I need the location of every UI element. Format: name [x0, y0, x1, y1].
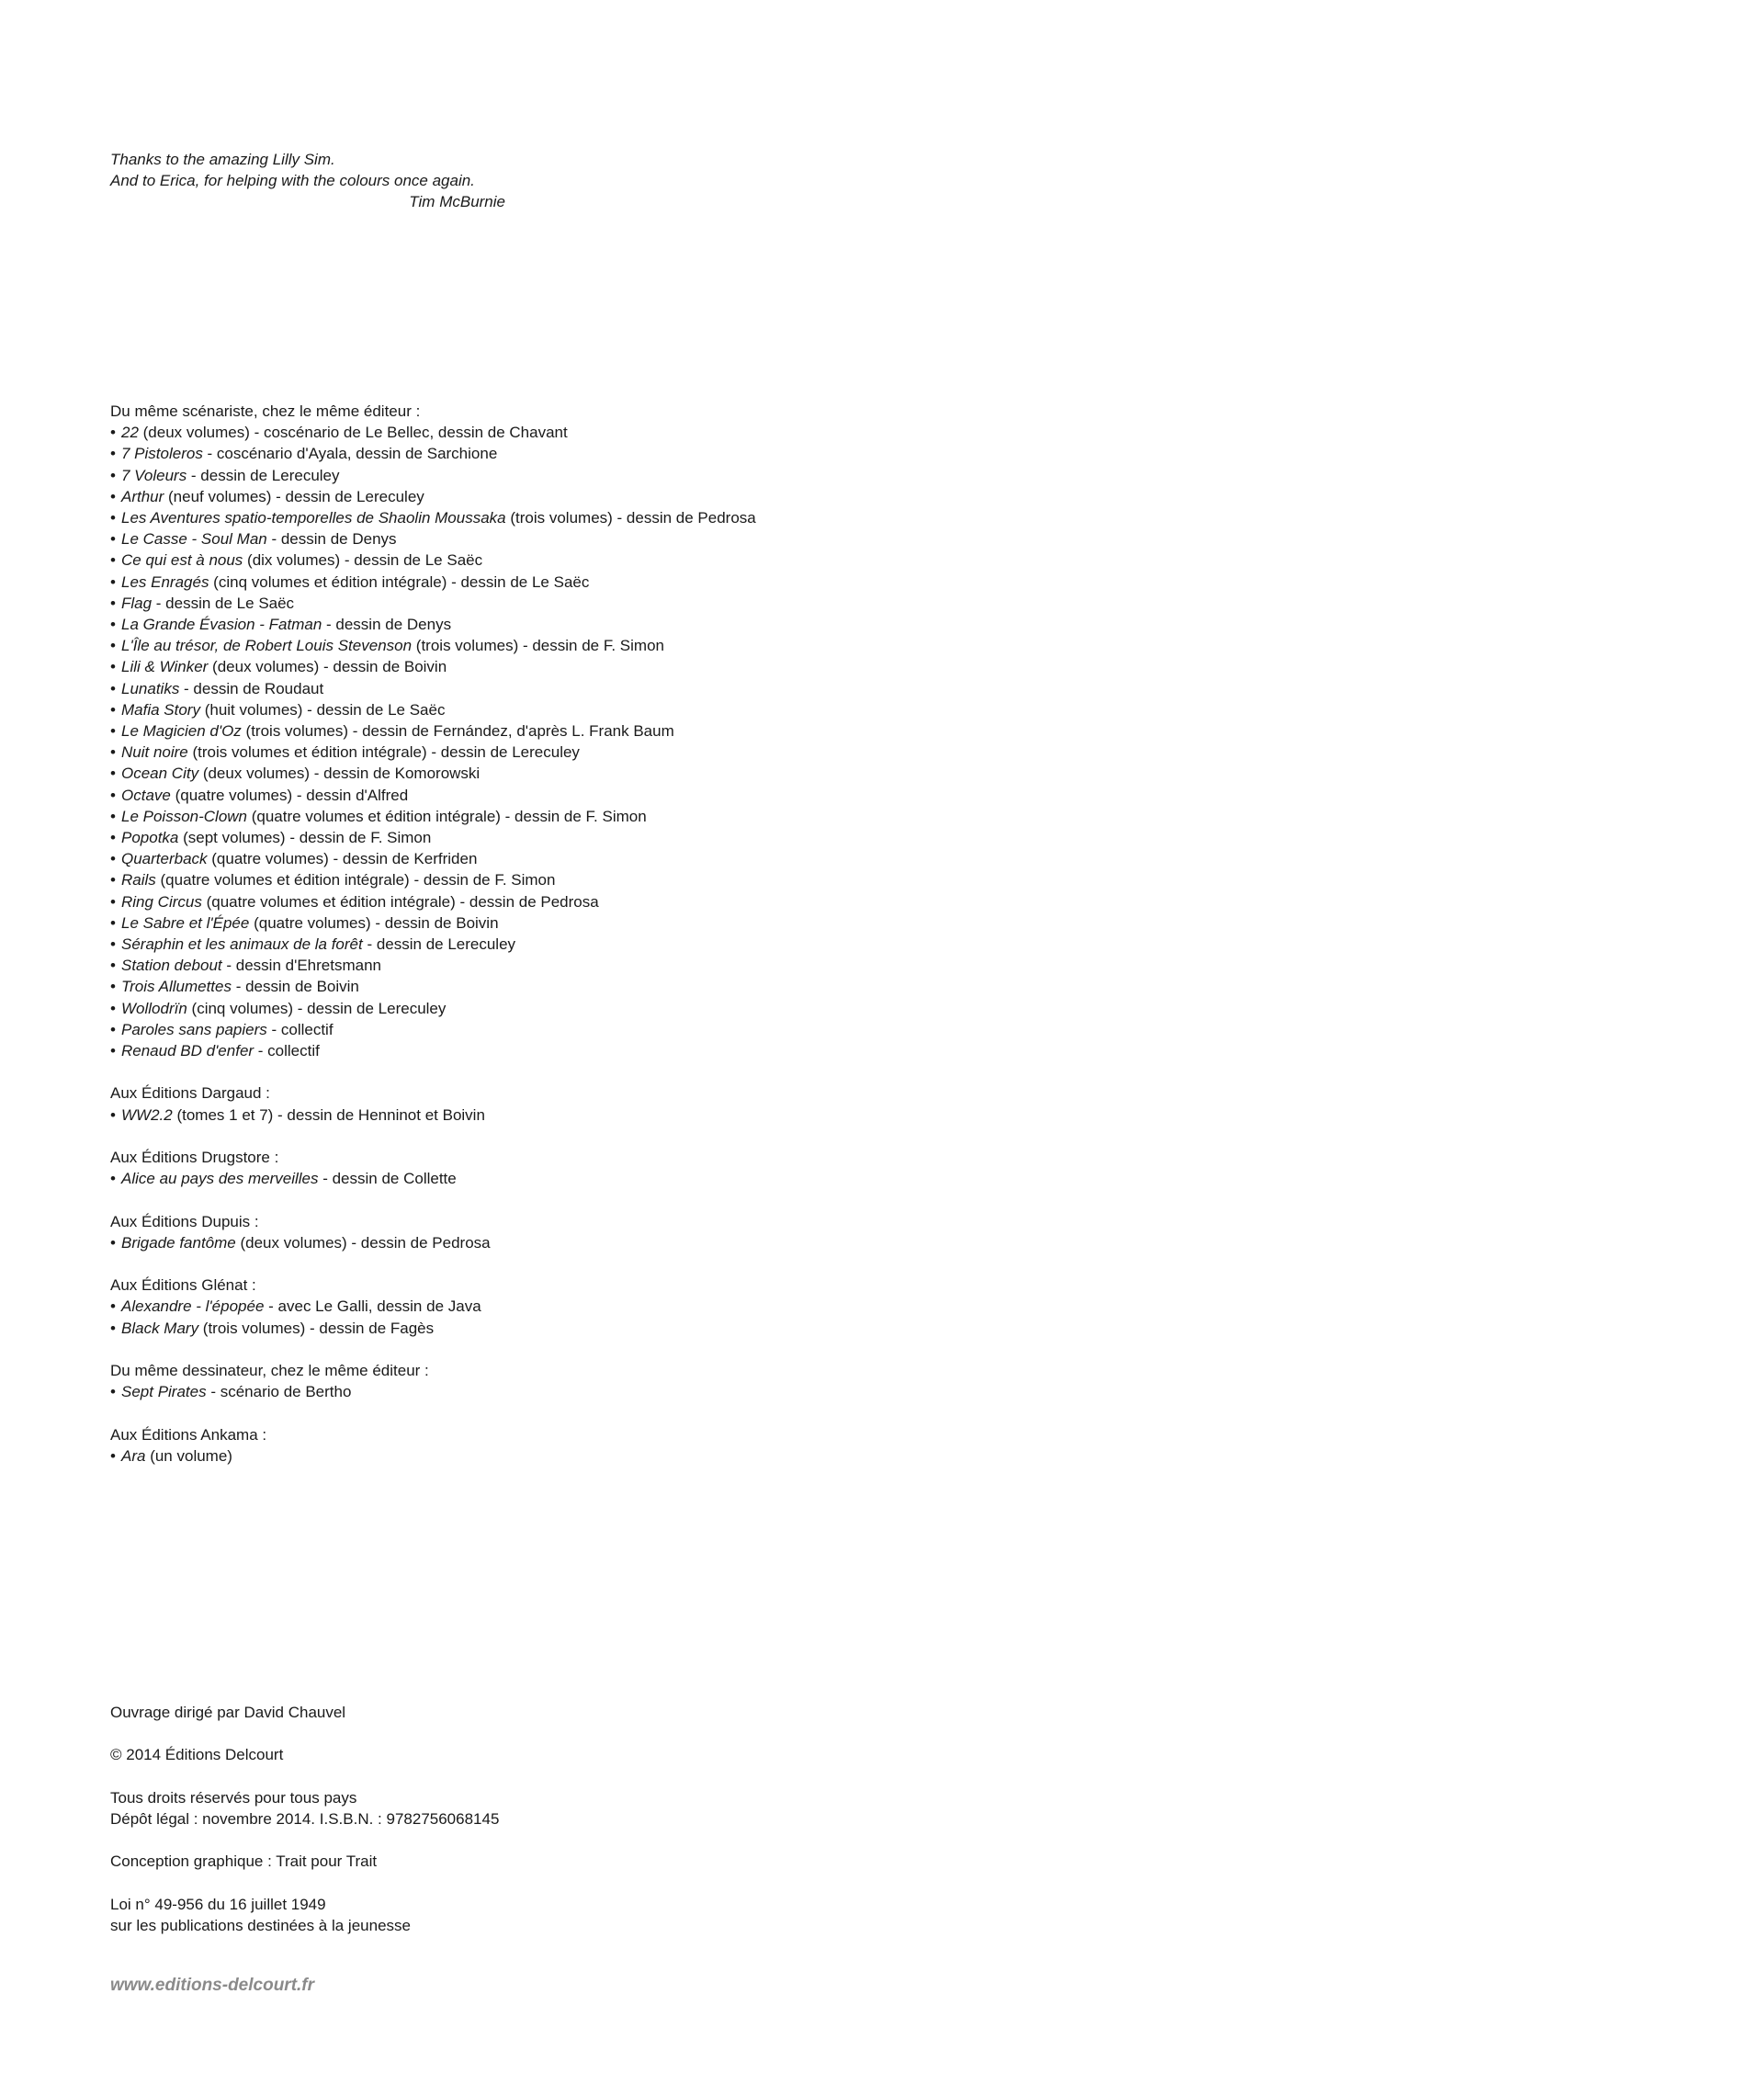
bullet-icon: • [110, 786, 116, 804]
book-title: 7 Voleurs [121, 466, 187, 484]
section-heading: Aux Éditions Dupuis : [110, 1212, 259, 1230]
book-details: - scénario de Bertho [206, 1383, 352, 1401]
section-heading: Aux Éditions Glénat : [110, 1276, 256, 1295]
book-title: Paroles sans papiers [121, 1020, 267, 1038]
book-title: Lunatiks [121, 679, 180, 697]
list-item [110, 507, 1029, 528]
list-item [110, 614, 1029, 635]
list-item [110, 1168, 1029, 1189]
book-details: - dessin de Collette [318, 1170, 457, 1188]
list-item [110, 699, 1029, 720]
book-details: (trois volumes et édition intégrale) - dessin de Lereculey [187, 743, 580, 762]
list-item [110, 998, 1029, 1019]
book-details: (tomes 1 et 7) - dessin de Henninot et Boivin [172, 1105, 485, 1124]
book-details: (deux volumes) - dessin de Pedrosa [235, 1233, 491, 1252]
book-details: (dix volumes) - dessin de Le Saëc [243, 551, 483, 570]
list-item [110, 593, 1029, 614]
bullet-icon: • [110, 892, 116, 911]
list-item [110, 443, 1029, 464]
book-details: - coscénario d'Ayala, dessin de Sarchione [202, 445, 498, 463]
list-item [110, 528, 1029, 549]
bibliography-section [110, 1275, 1029, 1339]
list-item [110, 656, 1029, 677]
book-title: WW2.2 [121, 1105, 173, 1124]
book-title: Renaud BD d'enfer [121, 1042, 254, 1060]
book-details: - dessin de Lereculey [187, 466, 340, 484]
bullet-icon: • [110, 658, 116, 676]
list-item [110, 955, 1029, 976]
book-title: 22 [121, 424, 139, 442]
bullet-icon: • [110, 765, 116, 783]
bullet-icon: • [110, 424, 116, 442]
bullet-icon: • [110, 616, 116, 634]
bullet-icon: • [110, 850, 116, 868]
book-title: Les Enragés [121, 572, 209, 591]
book-title: Lili & Winker [121, 658, 209, 676]
list-item [110, 806, 1029, 827]
book-details: - dessin de Boivin [231, 978, 359, 996]
bullet-icon: • [110, 487, 116, 505]
bibliography-section [110, 1211, 1029, 1253]
book-title: Les Aventures spatio-temporelles de Shaolin Moussaka [121, 509, 506, 527]
book-title: Mafia Story [121, 700, 200, 719]
list-item [110, 1296, 1029, 1317]
list-item [110, 465, 1029, 486]
book-details: (un volume) [145, 1446, 232, 1465]
book-title: Trois Allumettes [121, 978, 232, 996]
book-details: (trois volumes) - dessin de F. Simon [412, 637, 664, 655]
bullet-icon: • [110, 913, 116, 932]
book-title: Le Poisson-Clown [121, 807, 248, 825]
book-title: Black Mary [121, 1319, 199, 1337]
book-details: (cinq volumes) - dessin de Lereculey [187, 999, 447, 1017]
credits [110, 1702, 845, 1957]
list-item [110, 1105, 1029, 1126]
book-details: (cinq volumes et édition intégrale) - dessin de Le Saëc [209, 572, 590, 591]
book-details: - collectif [254, 1042, 320, 1060]
list-item [110, 1040, 1029, 1061]
book-title: Ce qui est à nous [121, 551, 243, 570]
book-title: Alexandre - l'épopée [121, 1297, 265, 1316]
book-title: Ocean City [121, 765, 199, 783]
bullet-icon: • [110, 1020, 116, 1038]
book-title: Quarterback [121, 850, 208, 868]
thanks-line: Thanks to the amazing Lilly Sim. [110, 151, 335, 168]
section-heading: Aux Éditions Dargaud : [110, 1084, 270, 1103]
bullet-icon: • [110, 1446, 116, 1465]
law-reference: Loi n° 49-956 du 16 juillet 1949 [110, 1895, 326, 1913]
list-item [110, 976, 1029, 997]
list-item [110, 763, 1029, 784]
bibliography-section [110, 1082, 1029, 1125]
list-item [110, 1381, 1029, 1402]
acknowledgements [110, 149, 505, 212]
list-item [110, 422, 1029, 443]
law-reference-detail: sur les publications destinées à la jeunesse [110, 1916, 411, 1934]
list-item [110, 848, 1029, 869]
bibliography-section [110, 1424, 1029, 1467]
bullet-icon: • [110, 978, 116, 996]
book-title: Arthur [121, 487, 164, 505]
book-details: - dessin de Denys [322, 616, 452, 634]
bullet-icon: • [110, 807, 116, 825]
book-title: Ring Circus [121, 892, 202, 911]
bullet-icon: • [110, 1042, 116, 1060]
book-details: (deux volumes) - coscénario de Le Bellec, dessin de Chavant [138, 424, 568, 442]
book-title: Ara [121, 1446, 146, 1465]
bullet-icon: • [110, 999, 116, 1017]
list-item [110, 572, 1029, 593]
list-item [110, 486, 1029, 507]
book-details: (deux volumes) - dessin de Komorowski [198, 765, 481, 783]
book-details: - dessin d'Ehretsmann [221, 957, 381, 975]
bullet-icon: • [110, 637, 116, 655]
list-item [110, 785, 1029, 806]
thanks-line: And to Erica, for helping with the colours once again. [110, 172, 475, 189]
book-details: (quatre volumes et édition intégrale) - dessin de Pedrosa [201, 892, 599, 911]
section-heading: Du même dessinateur, chez le même éditeur : [110, 1362, 429, 1380]
rights-notice: Tous droits réservés pour tous pays [110, 1788, 357, 1807]
bullet-icon: • [110, 722, 116, 741]
bullet-icon: • [110, 829, 116, 847]
book-title: Brigade fantôme [121, 1233, 236, 1252]
book-title: Flag [121, 594, 153, 612]
bullet-icon: • [110, 466, 116, 484]
list-item [110, 1232, 1029, 1253]
bullet-icon: • [110, 572, 116, 591]
book-details: (quatre volumes et édition intégrale) - dessin de F. Simon [155, 871, 556, 889]
list-item [110, 1445, 1029, 1467]
book-details: (trois volumes) - dessin de Pedrosa [505, 509, 756, 527]
book-details: - avec Le Galli, dessin de Java [264, 1297, 481, 1316]
section-heading: Aux Éditions Drugstore : [110, 1149, 279, 1167]
list-item [110, 720, 1029, 742]
book-details: (trois volumes) - dessin de Fernández, d'après L. Frank Baum [241, 722, 674, 741]
book-title: Alice au pays des merveilles [121, 1170, 319, 1188]
book-details: - dessin de Roudaut [179, 679, 324, 697]
bullet-icon: • [110, 530, 116, 549]
book-details: (quatre volumes) - dessin de Kerfriden [207, 850, 478, 868]
book-title: Le Casse - Soul Man [121, 530, 267, 549]
section-heading: Aux Éditions Ankama : [110, 1425, 267, 1444]
book-title: L'Île au trésor, de Robert Louis Stevenson [121, 637, 413, 655]
bullet-icon: • [110, 1170, 116, 1188]
book-title: Le Sabre et l'Épée [121, 913, 250, 932]
book-details: (huit volumes) - dessin de Le Saëc [199, 700, 446, 719]
publisher-website-link[interactable]: www.editions-delcourt.fr [110, 1976, 315, 1995]
bullet-icon: • [110, 679, 116, 697]
bullet-icon: • [110, 957, 116, 975]
bibliography-section [110, 401, 1029, 1061]
director-credit: Ouvrage dirigé par David Chauvel [110, 1704, 346, 1721]
book-details: (trois volumes) - dessin de Fagès [198, 1319, 435, 1337]
bibliography-section [110, 1360, 1029, 1402]
book-details: - collectif [266, 1020, 334, 1038]
list-item [110, 678, 1029, 699]
book-details: (deux volumes) - dessin de Boivin [208, 658, 447, 676]
list-item [110, 934, 1029, 955]
list-item [110, 827, 1029, 848]
book-details: (quatre volumes) - dessin d'Alfred [170, 786, 409, 804]
thanks-signature: Tim McBurnie [409, 193, 505, 210]
book-title: La Grande Évasion - Fatman [121, 616, 322, 634]
book-details: (quatre volumes) - dessin de Boivin [249, 913, 499, 932]
bullet-icon: • [110, 1383, 116, 1401]
bullet-icon: • [110, 743, 116, 762]
legal-deposit-isbn: Dépôt légal : novembre 2014. I.S.B.N. : 9782756068145 [110, 1809, 500, 1828]
book-details: (sept volumes) - dessin de F. Simon [178, 829, 432, 847]
bullet-icon: • [110, 935, 116, 954]
bullet-icon: • [110, 1105, 116, 1124]
book-title: 7 Pistoleros [121, 445, 203, 463]
book-title: Sept Pirates [121, 1383, 207, 1401]
book-title: Séraphin et les animaux de la forêt [121, 935, 363, 954]
list-item [110, 742, 1029, 763]
list-item [110, 1019, 1029, 1040]
book-details: (quatre volumes et édition intégrale) - dessin de F. Simon [247, 807, 647, 825]
book-details: - dessin de Denys [266, 530, 397, 549]
bullet-icon: • [110, 700, 116, 719]
bullet-icon: • [110, 1297, 116, 1316]
bibliography-section [110, 1147, 1029, 1189]
book-details: - dessin de Le Saëc [152, 594, 295, 612]
copyright-notice: © 2014 Éditions Delcourt [110, 1746, 284, 1764]
bullet-icon: • [110, 551, 116, 570]
list-item [110, 891, 1029, 912]
list-item [110, 912, 1029, 934]
bullet-icon: • [110, 594, 116, 612]
bullet-icon: • [110, 1319, 116, 1337]
bullet-icon: • [110, 871, 116, 889]
book-title: Octave [121, 786, 171, 804]
graphic-design-credit: Conception graphique : Trait pour Trait [110, 1852, 378, 1871]
book-title: Popotka [121, 829, 179, 847]
book-title: Nuit noire [121, 743, 188, 762]
book-title: Le Magicien d'Oz [121, 722, 242, 741]
section-heading: Du même scénariste, chez le même éditeur : [110, 402, 421, 420]
bullet-icon: • [110, 509, 116, 527]
list-item [110, 549, 1029, 571]
book-title: Wollodrïn [121, 999, 187, 1017]
bullet-icon: • [110, 445, 116, 463]
bullet-icon: • [110, 1233, 116, 1252]
book-details: - dessin de Lereculey [362, 935, 516, 954]
list-item [110, 635, 1029, 656]
bibliography [110, 401, 1029, 1488]
list-item [110, 1318, 1029, 1339]
book-details: (neuf volumes) - dessin de Lereculey [164, 487, 424, 505]
book-title: Station debout [121, 957, 222, 975]
list-item [110, 869, 1029, 890]
book-title: Rails [121, 871, 156, 889]
